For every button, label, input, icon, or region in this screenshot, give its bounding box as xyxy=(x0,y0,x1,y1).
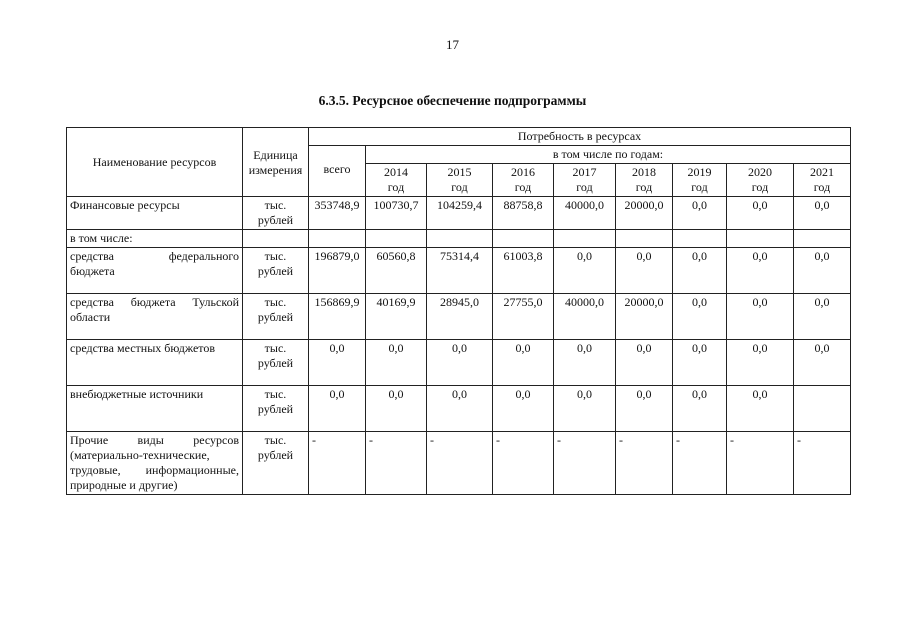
value-cell: 0,0 xyxy=(366,386,427,432)
value-cell: 0,0 xyxy=(554,248,616,294)
value-cell: 0,0 xyxy=(727,248,794,294)
unit-line: рублей xyxy=(257,356,294,370)
table-row xyxy=(67,432,851,495)
value-cell: 20000,0 xyxy=(616,294,673,340)
year-number: 2017 xyxy=(572,165,597,179)
value-cell: 40000,0 xyxy=(554,197,616,230)
table-row xyxy=(67,340,851,386)
name-line: (материально-технические, xyxy=(70,448,210,462)
empty-cell xyxy=(616,230,673,248)
value-cell: - xyxy=(366,432,427,495)
year-label: год xyxy=(635,180,653,194)
header-year xyxy=(616,164,673,197)
value-cell: 0,0 xyxy=(673,340,727,386)
value-cell: 0,0 xyxy=(554,340,616,386)
value-cell: 0,0 xyxy=(727,340,794,386)
value-cell: 0,0 xyxy=(616,386,673,432)
unit-line: рублей xyxy=(257,310,294,324)
empty-cell xyxy=(794,230,851,248)
value-cell: 28945,0 xyxy=(427,294,493,340)
empty-cell xyxy=(309,230,366,248)
value-cell: 0,0 xyxy=(794,248,851,294)
unit-line: рублей xyxy=(257,402,294,416)
row-unit xyxy=(243,294,309,340)
value-cell: 61003,8 xyxy=(493,248,554,294)
name-line: области xyxy=(70,310,111,324)
value-cell: 75314,4 xyxy=(427,248,493,294)
row-unit xyxy=(243,248,309,294)
value-cell: 0,0 xyxy=(673,197,727,230)
value-cell: 156869,9 xyxy=(309,294,366,340)
value-cell: 0,0 xyxy=(427,340,493,386)
page-number: 17 xyxy=(446,37,459,52)
header-by-years: в том числе по годам: xyxy=(366,146,851,164)
empty-cell xyxy=(673,230,727,248)
value-cell: 196879,0 xyxy=(309,248,366,294)
resource-table xyxy=(66,127,851,495)
year-label: год xyxy=(576,180,593,194)
row-unit xyxy=(243,432,309,495)
unit-line: тыс. xyxy=(264,433,287,447)
value-cell: 0,0 xyxy=(727,197,794,230)
header-year xyxy=(794,164,851,197)
row-name xyxy=(67,248,243,294)
value-cell: 88758,8 xyxy=(493,197,554,230)
header-year xyxy=(673,164,727,197)
header-year xyxy=(554,164,616,197)
value-cell: 40169,9 xyxy=(366,294,427,340)
unit-line: тыс. xyxy=(264,249,287,263)
year-number: 2019 xyxy=(687,165,712,179)
value-cell: 100730,7 xyxy=(366,197,427,230)
value-cell: 0,0 xyxy=(673,386,727,432)
value-cell: 40000,0 xyxy=(554,294,616,340)
year-label: год xyxy=(691,180,708,194)
header-year xyxy=(727,164,794,197)
year-label: год xyxy=(387,180,405,194)
header-total: всего xyxy=(309,146,366,197)
value-cell: 0,0 xyxy=(616,340,673,386)
row-unit xyxy=(243,197,309,230)
empty-cell xyxy=(366,230,427,248)
empty-cell xyxy=(554,230,616,248)
value-cell: 104259,4 xyxy=(427,197,493,230)
value-cell: - xyxy=(616,432,673,495)
value-cell: 0,0 xyxy=(794,197,851,230)
name-line: трудовые, информационные, xyxy=(70,463,239,477)
name-line xyxy=(70,249,239,264)
unit-line: рублей xyxy=(257,264,294,278)
value-cell: - xyxy=(727,432,794,495)
year-number: 2015 xyxy=(447,165,472,179)
header-year xyxy=(493,164,554,197)
value-cell: 0,0 xyxy=(727,386,794,432)
year-label: год xyxy=(813,180,831,194)
header-row-1 xyxy=(67,128,851,146)
header-unit: Единица измерения xyxy=(243,128,309,197)
row-name: внебюджетные источники xyxy=(67,386,243,432)
value-cell: - xyxy=(673,432,727,495)
value-cell: 20000,0 xyxy=(616,197,673,230)
row-name: Финансовые ресурсы xyxy=(67,197,243,230)
value-cell: - xyxy=(309,432,366,495)
value-cell xyxy=(794,386,851,432)
value-cell: 0,0 xyxy=(794,294,851,340)
row-unit xyxy=(243,386,309,432)
header-need: Потребность в ресурсах xyxy=(309,128,851,146)
unit-line: тыс. xyxy=(264,295,287,309)
empty-cell xyxy=(427,230,493,248)
value-cell: 0,0 xyxy=(309,340,366,386)
header-name: Наименование ресурсов xyxy=(67,128,243,197)
name-line: средства бюджета Тульской xyxy=(70,295,239,309)
value-cell: 0,0 xyxy=(366,340,427,386)
unit-line: тыс. xyxy=(264,387,287,401)
row-name: средства местных бюджетов xyxy=(67,340,243,386)
table-row xyxy=(67,294,851,340)
year-label: год xyxy=(451,180,468,194)
year-number: 2020 xyxy=(748,165,772,179)
value-cell: 0,0 xyxy=(673,248,727,294)
unit-line: рублей xyxy=(257,448,294,462)
value-cell: 0,0 xyxy=(554,386,616,432)
unit-line: тыс. xyxy=(264,341,287,355)
value-cell: 0,0 xyxy=(727,294,794,340)
table-row xyxy=(67,248,851,294)
header-year xyxy=(427,164,493,197)
value-cell: 0,0 xyxy=(427,386,493,432)
value-cell: 0,0 xyxy=(616,248,673,294)
name-line: природные и другие) xyxy=(70,478,178,492)
table-row xyxy=(67,386,851,432)
year-number: 2018 xyxy=(632,165,656,179)
empty-cell xyxy=(493,230,554,248)
value-cell: 0,0 xyxy=(309,386,366,432)
year-number: 2016 xyxy=(511,165,535,179)
header-year xyxy=(366,164,427,197)
year-label: год xyxy=(514,180,532,194)
value-cell: 0,0 xyxy=(493,386,554,432)
empty-cell xyxy=(243,230,309,248)
value-cell: - xyxy=(554,432,616,495)
unit-line: тыс. xyxy=(264,198,287,212)
value-cell: - xyxy=(794,432,851,495)
empty-cell xyxy=(727,230,794,248)
value-cell: 0,0 xyxy=(794,340,851,386)
year-number: 2021 xyxy=(810,165,834,179)
value-cell: 353748,9 xyxy=(309,197,366,230)
name-word: средства xyxy=(70,249,115,263)
value-cell: 0,0 xyxy=(493,340,554,386)
value-cell: - xyxy=(427,432,493,495)
value-cell: 27755,0 xyxy=(493,294,554,340)
unit-line: рублей xyxy=(257,213,294,227)
year-label: год xyxy=(751,180,769,194)
value-cell: - xyxy=(493,432,554,495)
value-cell: 60560,8 xyxy=(366,248,427,294)
name-line: бюджета xyxy=(70,264,115,278)
row-name: в том числе: xyxy=(67,230,243,248)
value-cell: 0,0 xyxy=(673,294,727,340)
row-name xyxy=(67,432,243,495)
name-line: Прочие виды ресурсов xyxy=(70,433,239,447)
year-number: 2014 xyxy=(384,165,408,179)
table-row xyxy=(67,230,851,248)
name-word: федерального xyxy=(168,249,239,263)
section-title: 6.3.5. Ресурсное обеспечение подпрограммы xyxy=(318,93,587,108)
table-row xyxy=(67,197,851,230)
row-name xyxy=(67,294,243,340)
row-unit xyxy=(243,340,309,386)
